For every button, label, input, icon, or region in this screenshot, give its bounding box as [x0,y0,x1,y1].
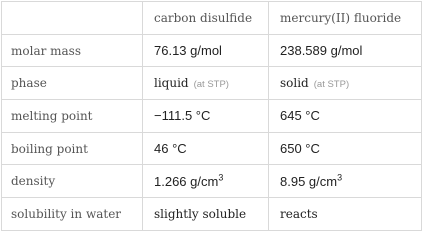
table-row [2,34,422,67]
density-value: 8.95 g/cm [280,173,338,189]
row-label-solubility: solubility in water [2,198,143,231]
density-mercury-fluoride [269,165,422,198]
density-exponent: 3 [337,172,343,183]
phase-value: liquid [154,76,189,91]
molar-mass-mercury-fluoride: 238.589 g/mol [269,34,422,67]
density-carbon-disulfide [143,165,269,198]
table-header-row [2,2,422,35]
density-exponent: 3 [218,172,224,183]
table-row [2,67,422,100]
header-mercury-fluoride: mercury(II) fluoride [269,2,422,35]
row-label-boiling-point: boiling point [2,132,143,165]
melting-point-carbon-disulfide: −111.5 °C [143,100,269,133]
solubility-mercury-fluoride: reacts [269,198,422,231]
table-row [2,165,422,198]
boiling-point-carbon-disulfide: 46 °C [143,132,269,165]
molar-mass-carbon-disulfide: 76.13 g/mol [143,34,269,67]
header-carbon-disulfide: carbon disulfide [143,2,269,35]
table-row [2,132,422,165]
boiling-point-mercury-fluoride: 650 °C [269,132,422,165]
table-row [2,100,422,133]
phase-carbon-disulfide [143,67,269,100]
density-value: 1.266 g/cm [154,173,219,189]
properties-table [1,1,422,231]
phase-note: (at STP) [193,79,229,91]
phase-value: solid [280,76,309,91]
phase-mercury-fluoride [269,67,422,100]
table-row [2,198,422,231]
row-label-melting-point: melting point [2,100,143,133]
melting-point-mercury-fluoride: 645 °C [269,100,422,133]
solubility-carbon-disulfide: slightly soluble [143,198,269,231]
header-empty-cell [2,2,143,35]
row-label-molar-mass: molar mass [2,34,143,67]
row-label-density: density [2,165,143,198]
row-label-phase: phase [2,67,143,100]
phase-note: (at STP) [313,79,350,91]
